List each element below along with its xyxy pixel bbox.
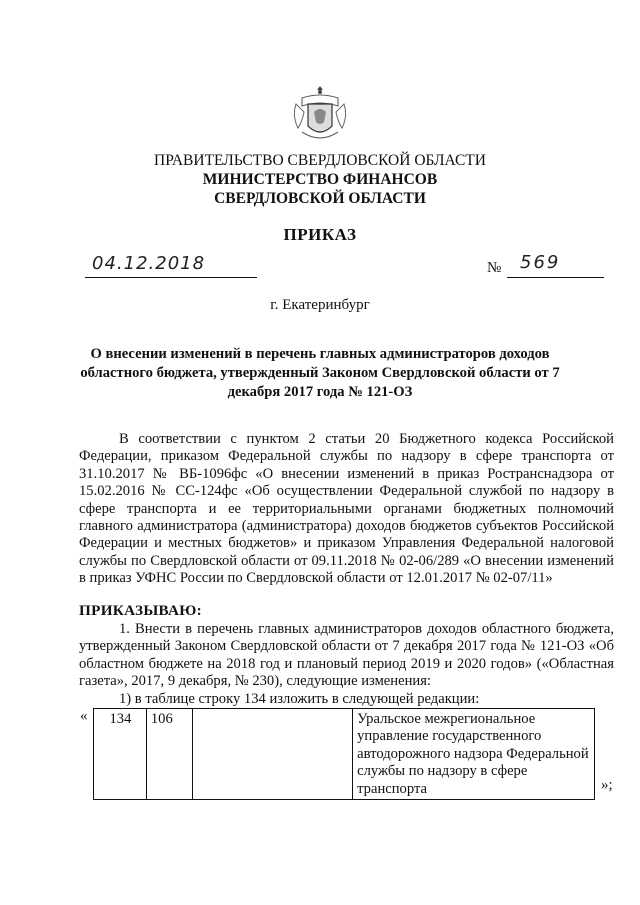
table-row bbox=[94, 709, 595, 800]
preamble-paragraph: В соответствии с пунктом 2 статьи 20 Бюджетного кодекса Российской Федерации, приказом Федеральной службы по надзору в сфере транспорта от 31.10.2017 № ВБ-1096фс «О внесении изменений в приказ Ространснадзора от 15.02.2016 № СС-124фс «Об осуществлении Федеральной службой по надзору в сфере транспорта и ее территориальными органами бюджетных полномочий главного администратора (администратора) доходов бюджетов субъектов Российской Федерации и местных бюджетов» и приказом Управления Федеральной налоговой службы по Свердловской области от 09.11.2018 № 02-06/289 «О внесении изменений в приказ УФНС России по Свердловской области от 12.01.2017 № 02-07/11» bbox=[79, 431, 614, 587]
ministry-name-line1: МИНИСТЕРСТВО ФИНАНСОВ bbox=[202, 171, 438, 188]
administrator-name-cell: Уральское межрегиональное управление государственного автодорожного надзора Федеральной службы по надзору в сфере транспорта bbox=[353, 709, 595, 800]
ministry-name-line2: СВЕРДЛОВСКОЙ ОБЛАСТИ bbox=[214, 190, 426, 207]
coat-of-arms-emblem bbox=[288, 82, 352, 146]
government-name: ПРАВИТЕЛЬСТВО СВЕРДЛОВСКОЙ ОБЛАСТИ bbox=[154, 152, 486, 169]
document-subject: О внесении изменений в перечень главных администраторов доходов областного бюджета, утвержденный Законом Свердловской области от 7 декабря 2017 года № 121-ОЗ bbox=[80, 346, 560, 400]
decree-heading: ПРИКАЗЫВАЮ: bbox=[79, 602, 203, 619]
number-underline bbox=[507, 277, 604, 278]
row-number-cell: 134 bbox=[94, 709, 147, 800]
item-1-paragraph: 1. Внести в перечень главных администраторов доходов областного бюджета, утвержденный Законом Свердловской области от 7 декабря 2017 года № 121-ОЗ «Об областном бюджете на 2018 год и плановый период 2019 и 2020 годов» («Областная газета», 2017, 9 декабря, № 230), следующие изменения: bbox=[79, 621, 614, 690]
number-sign: № bbox=[487, 260, 502, 276]
city-line: г. Екатеринбург bbox=[270, 297, 370, 313]
amendment-table bbox=[93, 708, 595, 800]
handwritten-number: 569 bbox=[520, 252, 561, 273]
closing-quote: »; bbox=[601, 777, 613, 793]
admin-code-cell: 106 bbox=[146, 709, 192, 800]
income-code-cell bbox=[192, 709, 353, 800]
document-type-title: ПРИКАЗ bbox=[283, 225, 357, 244]
date-underline bbox=[85, 277, 257, 278]
item-1-subitem-1: 1) в таблице строку 134 изложить в следующей редакции: bbox=[119, 691, 480, 707]
handwritten-date: 04.12.2018 bbox=[92, 253, 206, 274]
opening-quote: « bbox=[80, 708, 88, 724]
